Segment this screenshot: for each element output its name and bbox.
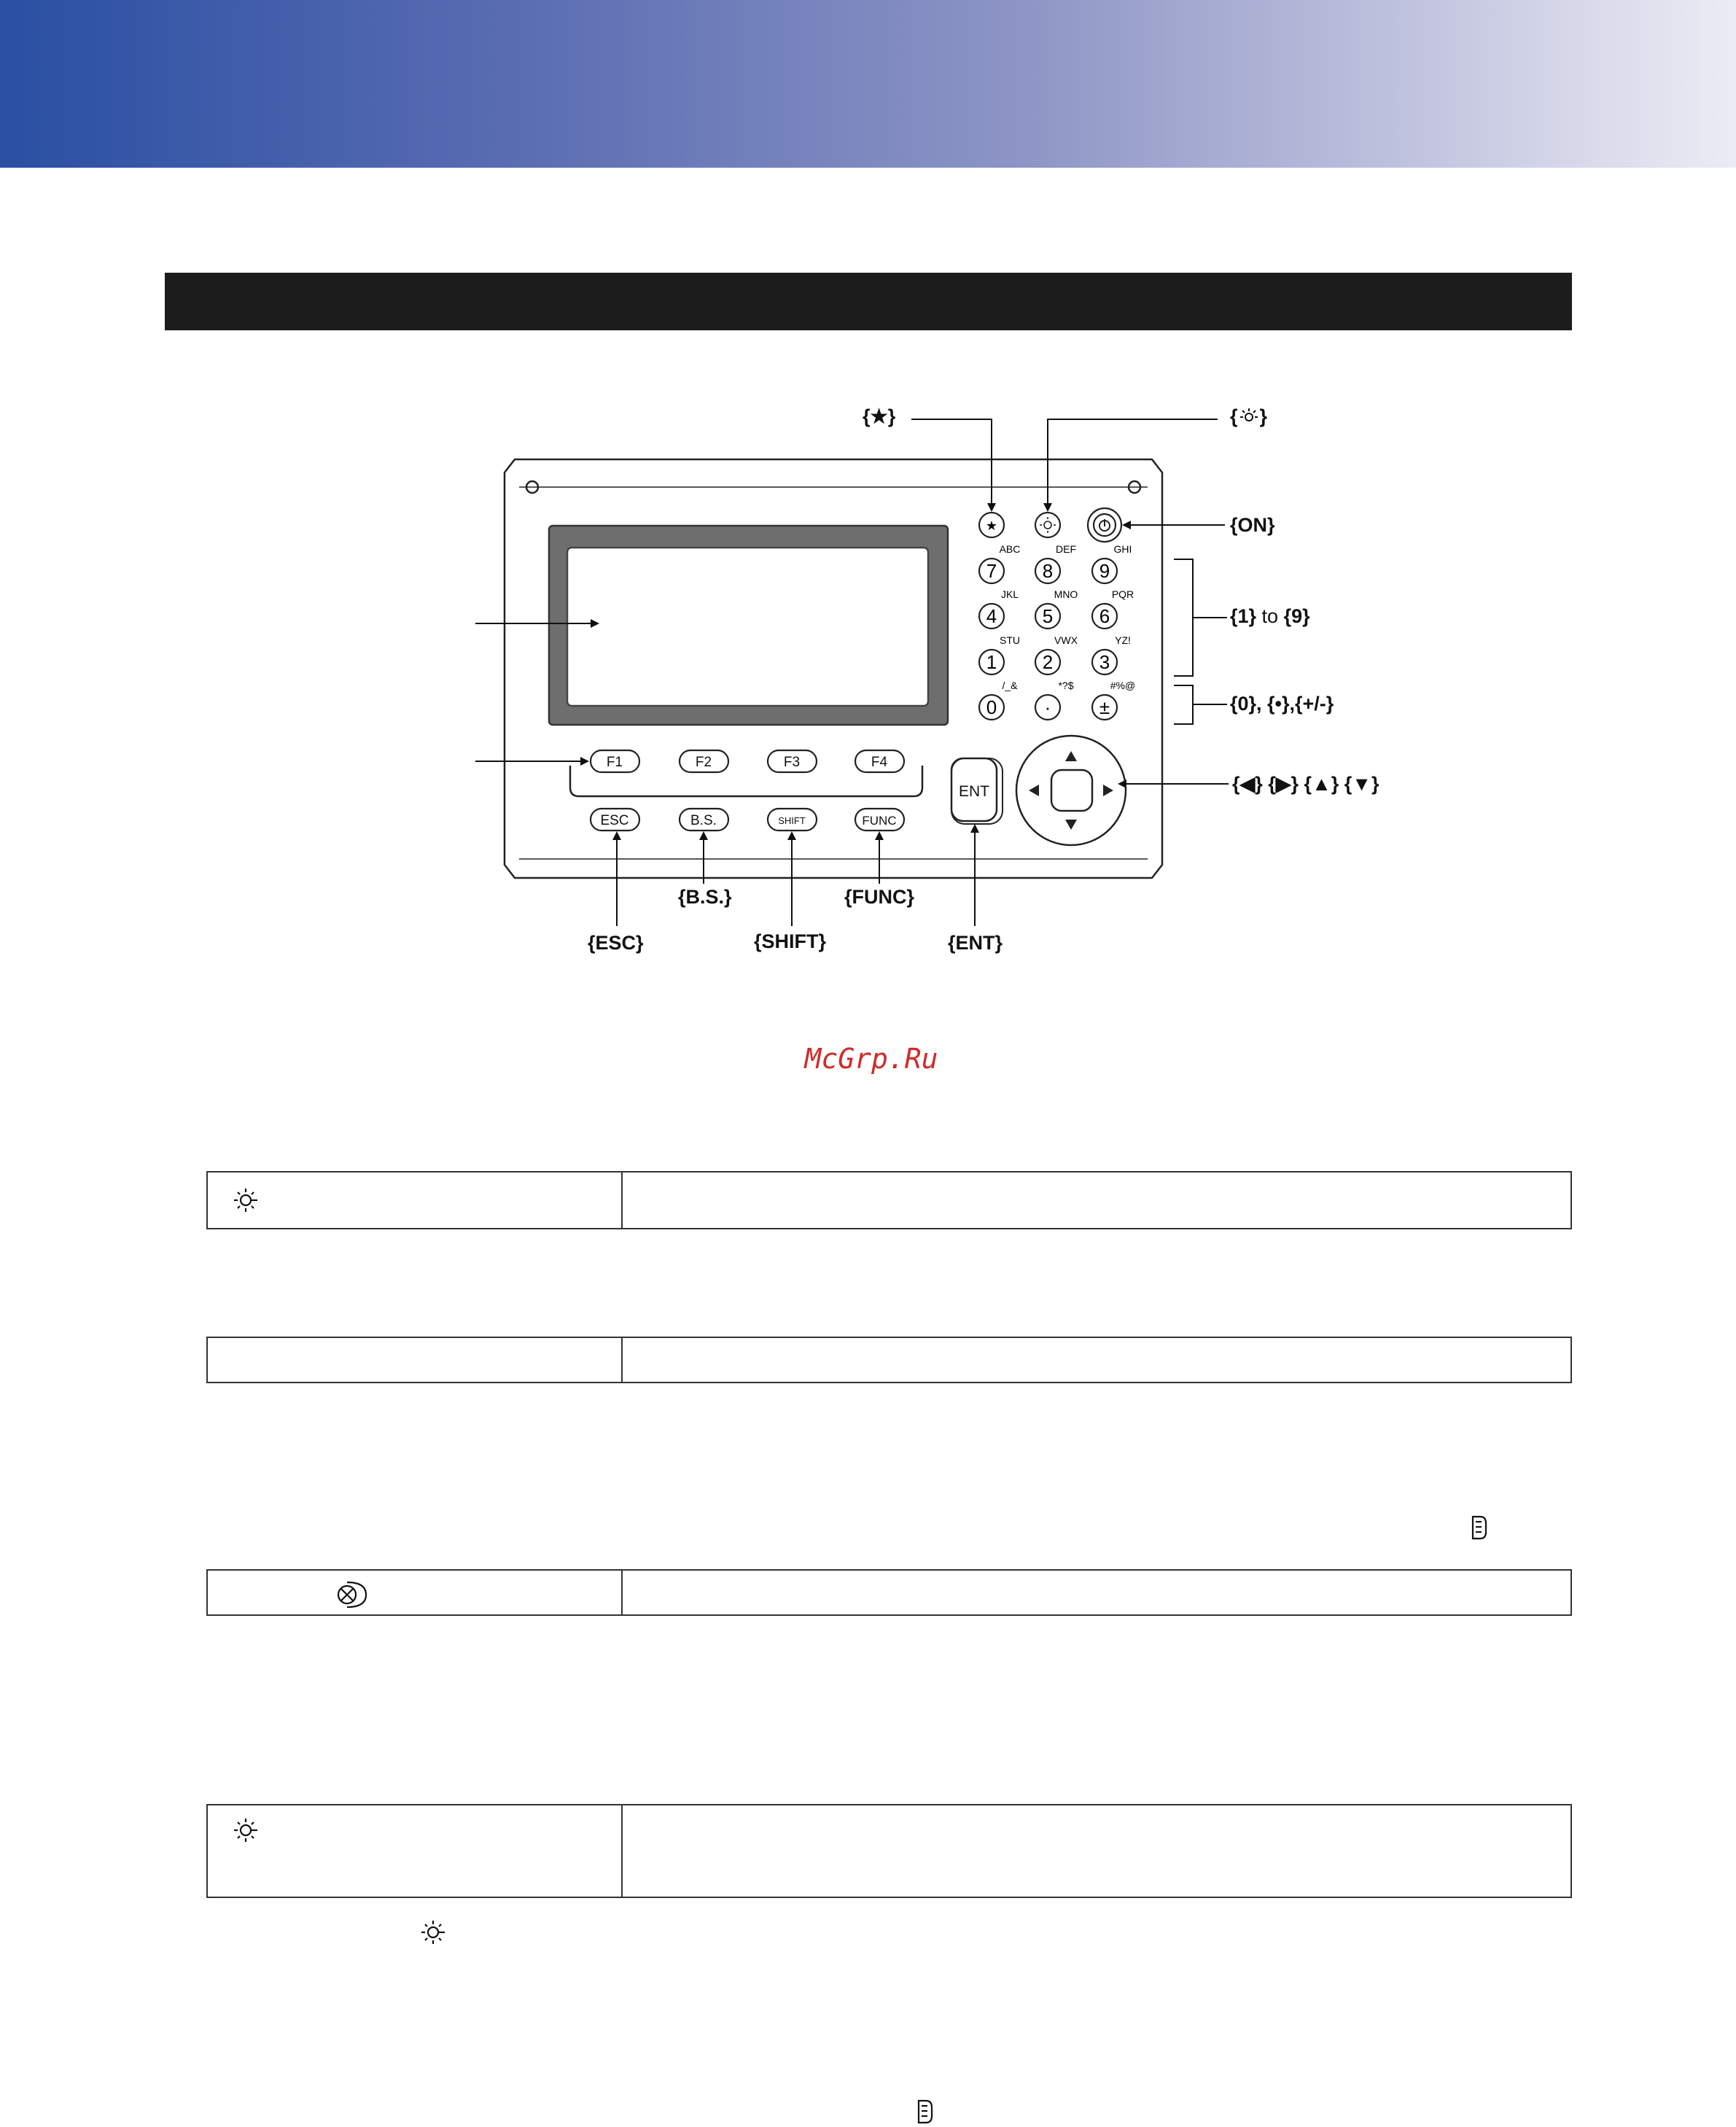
ent-callout: {ENT}: [948, 932, 1003, 954]
numeric-key-digit: 0: [986, 696, 997, 718]
func-key-label: FUNC: [862, 814, 897, 828]
illumination-callout-open: {: [1230, 405, 1238, 427]
table-tilt: [206, 1569, 1572, 1616]
numeric-key-digit: 2: [1042, 651, 1054, 673]
to-word: to: [1261, 605, 1279, 627]
table-cell-key: [208, 1338, 623, 1382]
nine-callout: {9}: [1283, 605, 1310, 627]
table-key-2: [206, 1337, 1572, 1383]
numeric-key-letters: STU: [1000, 634, 1020, 646]
numeric-key-letters: MNO: [1054, 588, 1078, 600]
numeric-key-letters: JKL: [1000, 588, 1019, 600]
numeric-key-digit: 4: [986, 605, 997, 627]
numeric-key-digit: ·: [1044, 696, 1051, 718]
table-reticle: [206, 1804, 1572, 1898]
esc-key-label: ESC: [600, 813, 629, 828]
one-to-nine-callout: [1230, 605, 1310, 628]
down-key[interactable]: [1065, 820, 1077, 830]
numeric-key-digit: 5: [1042, 605, 1054, 627]
keyboard-icon: [916, 2099, 935, 2125]
numeric-key-letters: *?$: [1058, 680, 1074, 691]
tilt-off-icon: [337, 1579, 369, 1610]
numeric-key-letters: #%@: [1110, 680, 1136, 691]
keyboard-icon: [1470, 1514, 1489, 1541]
table-cell-key: [208, 1805, 623, 1897]
numeric-key-digit: 3: [1099, 651, 1110, 673]
numeric-keypad: [979, 543, 1135, 720]
numeric-key-digit: 1: [986, 651, 997, 673]
on-callout: {ON}: [1230, 514, 1275, 536]
ent-key-label: ENT: [959, 783, 989, 800]
reticle-illumination-icon: [233, 1816, 262, 1845]
illumination-icon: [233, 1186, 262, 1215]
bs-key-label: B.S.: [690, 813, 717, 828]
numeric-key-digit: 7: [986, 560, 997, 582]
shift-key-label: SHIFT: [778, 815, 806, 826]
numeric-key-letters: ABC: [999, 543, 1021, 555]
f3-key-label: F3: [783, 755, 801, 770]
numeric-key-letters: GHI: [1113, 543, 1132, 555]
numeric-key-letters: PQR: [1111, 588, 1134, 600]
table-cell-key: [208, 1173, 623, 1228]
esc-callout: {ESC}: [588, 932, 644, 954]
sun-icon: [1238, 407, 1260, 426]
left-key[interactable]: [1029, 785, 1039, 796]
star-callout: {★}: [863, 405, 896, 427]
numeric-key-letters: DEF: [1056, 543, 1076, 555]
one-callout: {1}: [1230, 605, 1257, 627]
keyboard-panel-diagram: [0, 0, 1736, 963]
illumination-key[interactable]: [1035, 513, 1060, 537]
illumination-callout-close: }: [1259, 405, 1268, 427]
numeric-key-digit: ±: [1099, 696, 1110, 718]
numeric-key-letters: YZ!: [1115, 634, 1131, 646]
function-keys: [591, 750, 904, 831]
numeric-key-letters: /_&: [1002, 680, 1018, 691]
numeric-key-digit: 8: [1042, 560, 1054, 582]
func-callout: {FUNC}: [844, 886, 915, 908]
right-key[interactable]: [1103, 785, 1113, 796]
table-illumination: [206, 1171, 1572, 1229]
illumination-callout: [1230, 405, 1267, 428]
watermark: McGrp.Ru: [804, 1043, 938, 1075]
display-screen: [567, 548, 928, 706]
numeric-key-digit: 6: [1099, 605, 1110, 627]
shift-callout: {SHIFT}: [754, 930, 827, 952]
star-icon: ★: [985, 518, 998, 534]
f2-key-label: F2: [695, 755, 712, 770]
illumination-icon: [420, 1918, 449, 1947]
bs-callout: {B.S.}: [678, 886, 732, 908]
zero-dot-sign-callout: {0}, {•},{+/-}: [1230, 693, 1334, 715]
table-cell-key: [208, 1571, 623, 1614]
up-key[interactable]: [1065, 751, 1077, 761]
f1-key-label: F1: [606, 755, 623, 770]
f4-key-label: F4: [871, 755, 888, 770]
numeric-key-digit: 9: [1099, 560, 1110, 582]
numeric-key-letters: VWX: [1054, 634, 1078, 646]
arrow-keys-callout: {◀} {▶} {▲} {▼}: [1232, 773, 1379, 795]
